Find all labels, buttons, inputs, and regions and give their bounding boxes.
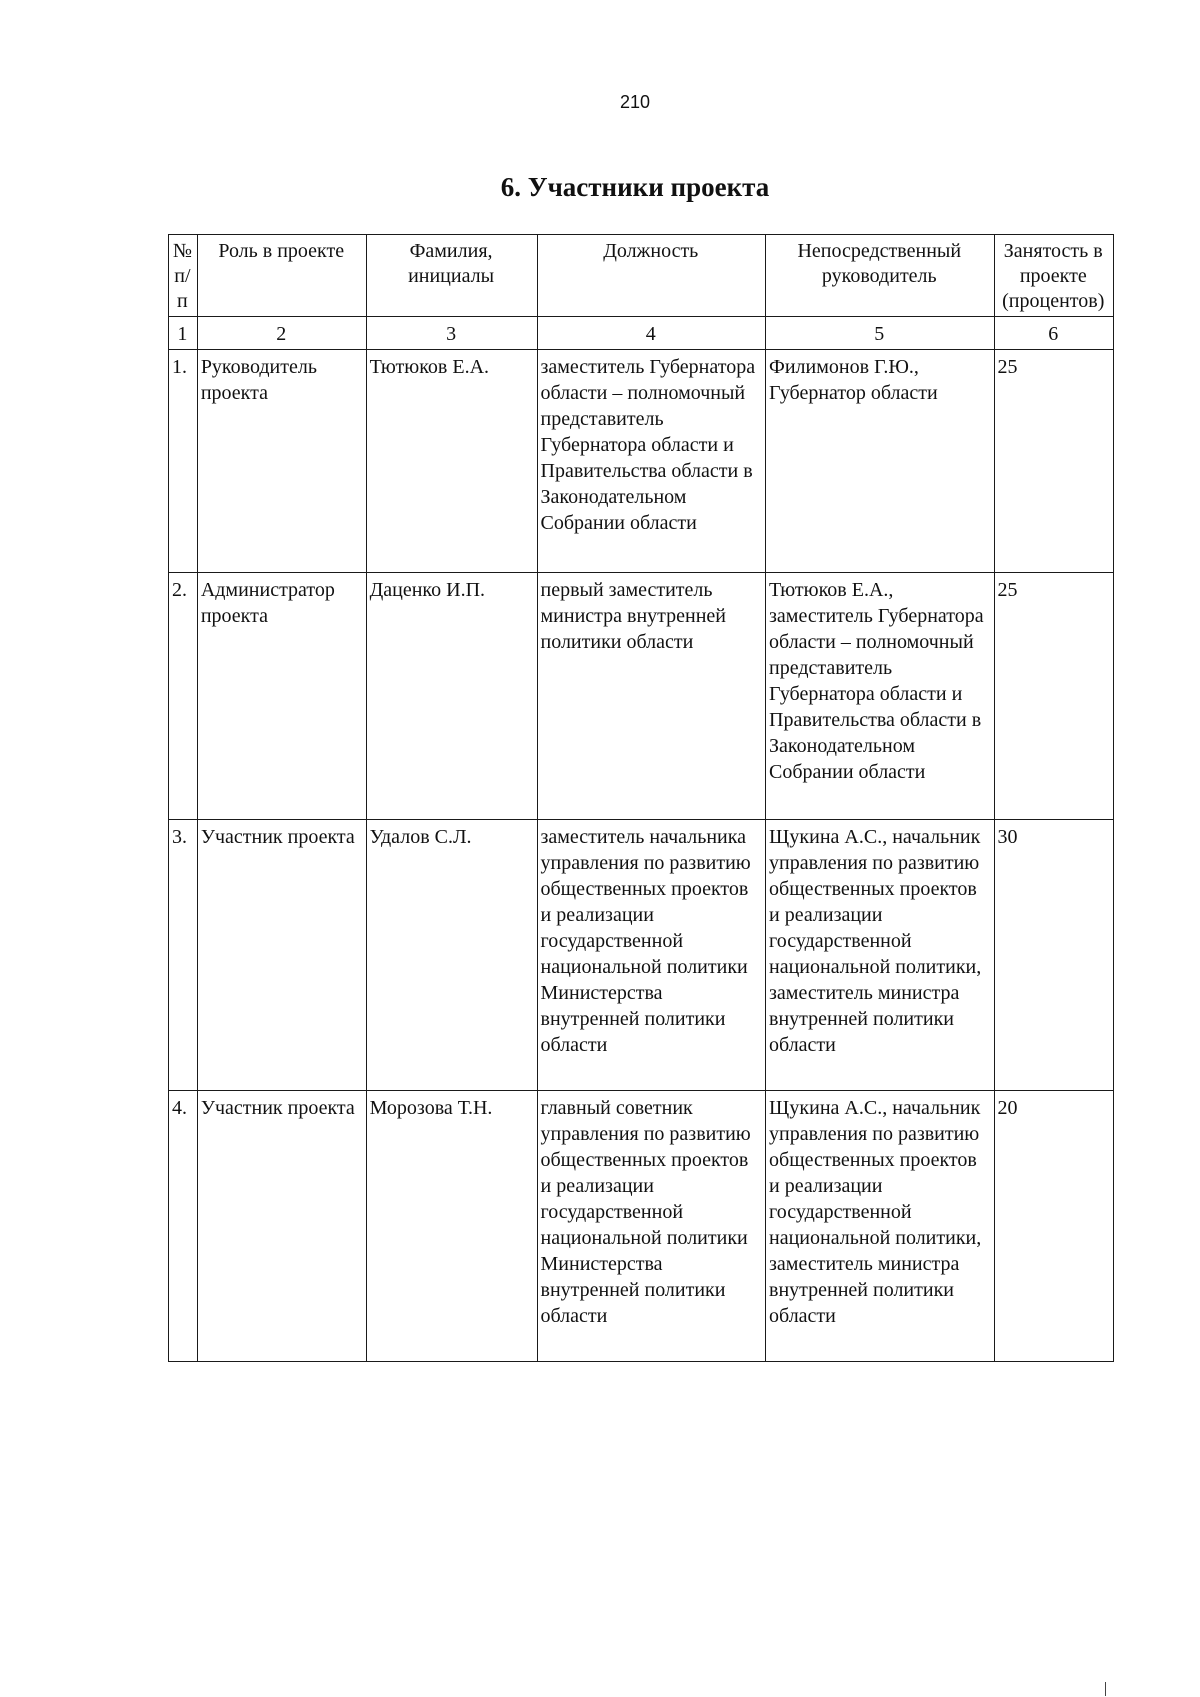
header-number: № п/п [169,235,198,317]
row-role: Участник проекта [197,1091,366,1362]
row-number: 2. [169,573,198,820]
row-supervisor: Филимонов Г.Ю., Губернатор области [766,350,995,573]
row-name: Удалов С.Л. [366,820,537,1091]
row-number: 4. [169,1091,198,1362]
row-role: Администратор проекта [197,573,366,820]
table-row [169,1091,1114,1362]
table-row [169,573,1114,820]
row-role: Руководитель проекта [197,350,366,573]
column-number: 4 [537,317,766,350]
row-employment: 20 [994,1091,1113,1362]
row-position: заместитель Губернатора области – полномочный представитель Губернатора области и Правительства области в Законодательном Собрании области [537,350,766,573]
scan-edge-mark [1105,1682,1106,1696]
column-number-row [169,317,1114,350]
row-name: Тютюков Е.А. [366,350,537,573]
row-position: главный советник управления по развитию общественных проектов и реализации государственной национальной политики Министерства внутренней политики области [537,1091,766,1362]
header-employment: Занятость в проекте (процентов) [994,235,1113,317]
table-header-row [169,235,1114,317]
row-supervisor: Щукина А.С., начальник управления по развитию общественных проектов и реализации государственной национальной политики, заместитель министра внутренней политики области [766,1091,995,1362]
column-number: 5 [766,317,995,350]
header-role: Роль в проекте [197,235,366,317]
row-position: первый заместитель министра внутренней политики области [537,573,766,820]
participants-table [168,234,1114,1362]
row-name: Даценко И.П. [366,573,537,820]
column-number: 1 [169,317,198,350]
section-title: 6. Участники проекта [500,172,770,202]
table-row [169,820,1114,1091]
column-number: 6 [994,317,1113,350]
header-supervisor: Непосредственный руководитель [766,235,995,317]
row-employment: 25 [994,350,1113,573]
page-number: 210 [619,92,651,112]
header-position: Должность [537,235,766,317]
row-name: Морозова Т.Н. [366,1091,537,1362]
row-number: 3. [169,820,198,1091]
row-role: Участник проекта [197,820,366,1091]
table-row [169,350,1114,573]
row-number: 1. [169,350,198,573]
row-employment: 25 [994,573,1113,820]
column-number: 3 [366,317,537,350]
column-number: 2 [197,317,366,350]
row-employment: 30 [994,820,1113,1091]
row-supervisor: Щукина А.С., начальник управления по развитию общественных проектов и реализации государственной национальной политики, заместитель министра внутренней политики области [766,820,995,1091]
header-name: Фамилия, инициалы [366,235,537,317]
row-position: заместитель начальника управления по развитию общественных проектов и реализации государственной национальной политики Министерства внутренней политики области [537,820,766,1091]
row-supervisor: Тютюков Е.А., заместитель Губернатора области – полномочный представитель Губернатора области и Правительства области в Законодательном Собрании области [766,573,995,820]
